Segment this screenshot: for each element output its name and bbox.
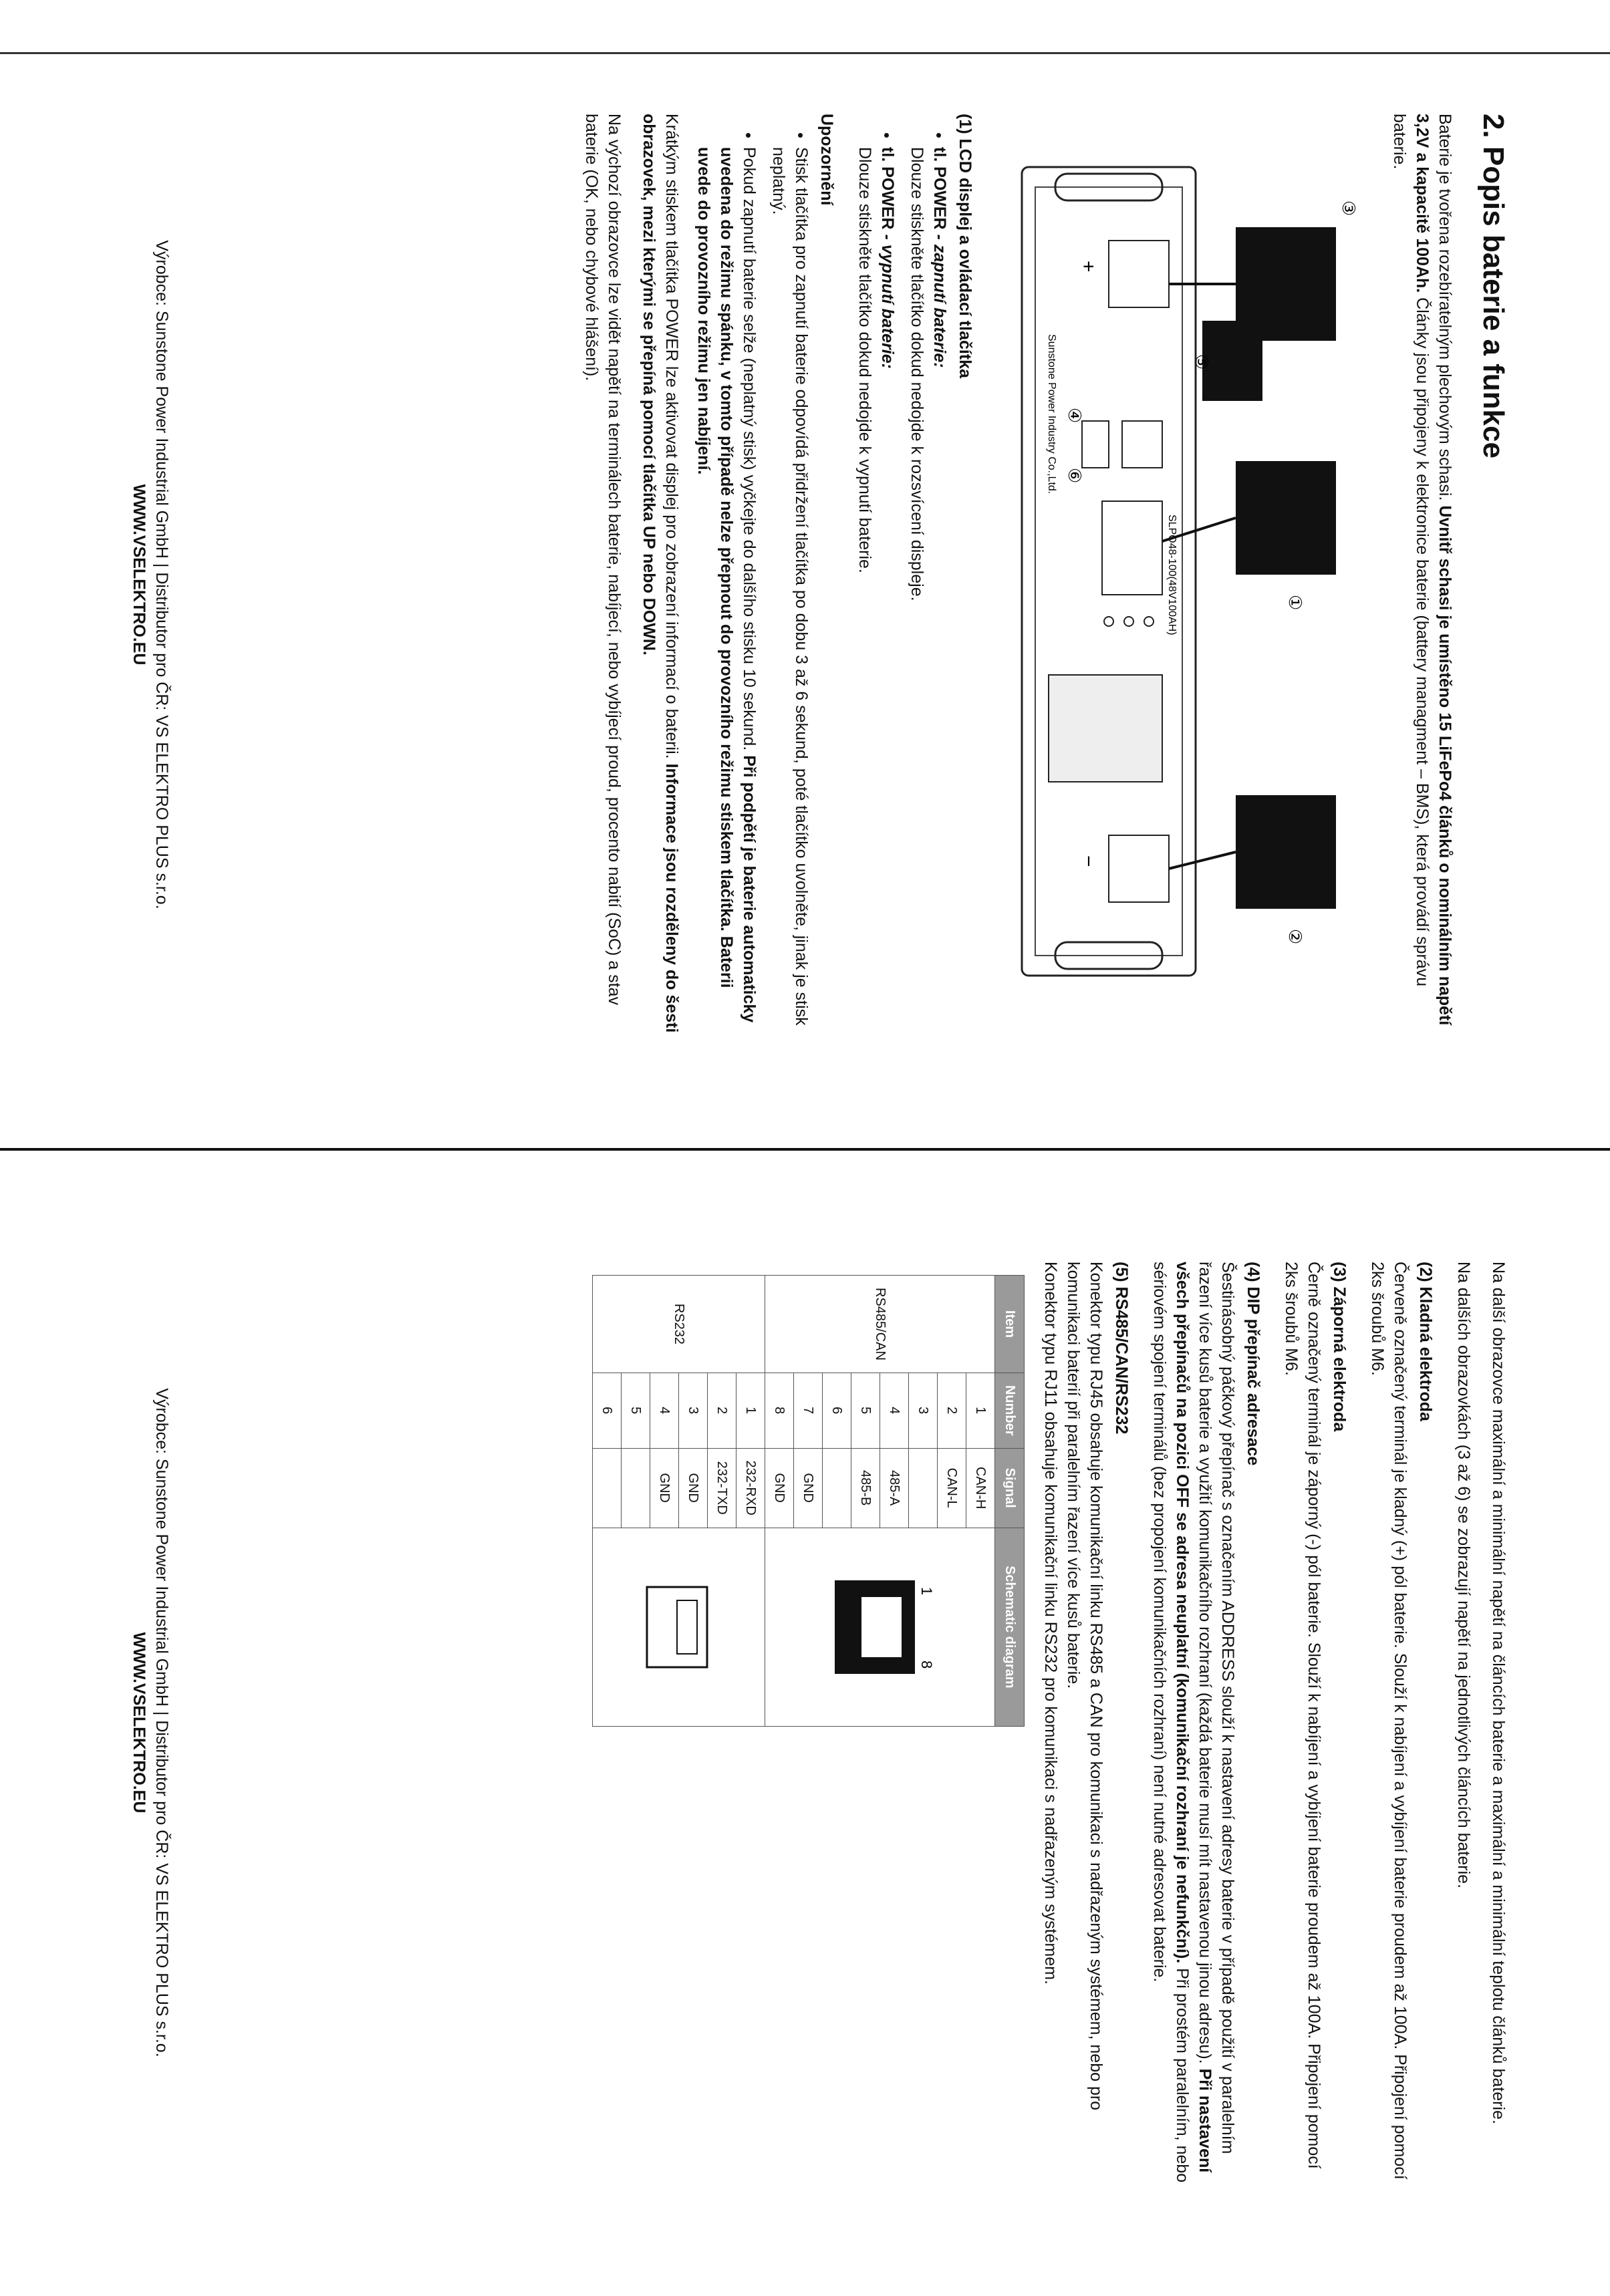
table-header: Number xyxy=(995,1373,1025,1448)
group-label: RS232 xyxy=(593,1276,765,1373)
svg-text:1: 1 xyxy=(918,1586,936,1596)
table-row: RS485/CAN 1 CAN-H 1 8 xyxy=(966,1276,995,1727)
paragraph: Na další obrazovce maximální a minimální napětí na článcích baterie a maximální a minimální teplotu článků baterie. xyxy=(1489,1262,1508,2124)
svg-text:+: + xyxy=(1077,261,1099,273)
svg-text:Sunstone Power Industry Co.,Lt: Sunstone Power Industry Co.,Ltd. xyxy=(1046,334,1057,494)
table-row: 6 xyxy=(823,1276,851,1727)
table-header: Signal xyxy=(995,1448,1025,1528)
list-item: • tl. POWER - vypnutí baterie: Dlouze stiskněte tlačítko dokud nedojde k vypnutí baterie. xyxy=(853,147,899,1036)
svg-text:①: ① xyxy=(1285,595,1305,611)
intro-paragraph: Baterie je tvořena rozebíratelným plechovým schasi. Uvnitř schasi je umístěno 15 LiFePo4 článků o nominálním napětí 3,2V a kapacitě 100Ah. Články jsou připojeny k elektronice baterie (battery managment – BMS), která provádí správu baterie. xyxy=(1390,114,1454,1026)
svg-text:8: 8 xyxy=(918,1660,936,1669)
section-lcd-title: (1) LCD displej a ovládací tlačítka xyxy=(956,114,974,378)
table-header: Schematic diagram xyxy=(995,1528,1025,1726)
group-label: RS485/CAN xyxy=(765,1276,995,1373)
power-button-list xyxy=(853,114,951,1036)
rj45-connector-icon xyxy=(822,1560,942,1694)
footer: Výrobce: Sunstone Power Industrial GmbH | Distributor pro ČR: VS ELEKTRO PLUS s.r.o. WWW.VSELEKTRO.EU xyxy=(128,1262,173,2184)
table-row: 2 232-TXD xyxy=(708,1276,736,1727)
warning-list xyxy=(692,114,813,1036)
table-row: 3 xyxy=(909,1276,938,1727)
svg-text:−: − xyxy=(1077,855,1099,867)
svg-text:⑤: ⑤ xyxy=(1192,354,1212,370)
rj11-connector-icon xyxy=(634,1560,728,1694)
section-negative-title: (3) Záporná elektroda xyxy=(1330,1262,1349,1432)
list-item: • Pokud zapnutí baterie selže (neplatný stisk) vyčkejte do dalšího stisku 10 sekund. Při podpětí je baterie automaticky uvedena do režimu spánku, v tomto případě nelze přepnout do provozního režimu stiskem tlačítka. Baterii uvede do provozního režimu jen nabíjení. xyxy=(692,147,761,1036)
table-header: Item xyxy=(995,1276,1025,1373)
display-paragraph: Krátkým stiskem tlačítka POWER lze aktivovat displej pro zobrazení informací o baterii. Informace jsou rozděleny do šesti obrazovek, mezi kterými se přepíná pomocí tlačítka UP nebo DOWN. xyxy=(640,114,681,1033)
list-item: • tl. POWER - zapnutí baterie: Dlouze stiskněte tlačítko dokud nedojde k rozsvícení displeje. xyxy=(906,147,951,1036)
footer-url: WWW.VSELEKTRO.EU xyxy=(130,484,148,666)
table-row: 4 485-A xyxy=(880,1276,909,1727)
table-row: 5 xyxy=(622,1276,650,1727)
table-row: 3 GND xyxy=(679,1276,708,1727)
rj45-diagram xyxy=(765,1528,995,1726)
footer: Výrobce: Sunstone Power Industrial GmbH | Distributor pro ČR: VS ELEKTRO PLUS s.r.o. WWW.VSELEKTRO.EU xyxy=(128,114,173,1036)
pinout-table xyxy=(592,1275,1025,1727)
svg-text:③: ③ xyxy=(1339,200,1359,217)
footer-url: WWW.VSELEKTRO.EU xyxy=(130,1632,148,1814)
page-2-rotated-content xyxy=(0,1148,1610,2296)
rj11-diagram xyxy=(593,1528,765,1726)
table-row: 7 GND xyxy=(794,1276,823,1727)
table-row: 4 GND xyxy=(650,1276,679,1727)
section-positive-text: Červeně označený terminál je kladný (+) pól baterie. Slouží k nabíjení a vybíjení baterie proudem až 100A. Připojení pomocí 2ks šroubů M6. xyxy=(1368,1262,1410,2180)
section-dip-title: (4) DIP přepínač adresace xyxy=(1244,1262,1262,1466)
table-row: 6 xyxy=(593,1276,622,1727)
warning-title: Upozornění xyxy=(817,114,836,206)
table-row: 2 CAN-L xyxy=(938,1276,966,1727)
table-row: 8 GND xyxy=(765,1276,794,1727)
page-2 xyxy=(0,1148,1610,2296)
section-dip-text: Šestinásobný páčkový přepínač s označením ADDRESS slouží k nastavení adresy baterie v případě použití v paralelním řazení více kusů baterie a využití komunikačního rozhraní (každá baterie musí mít nastavenou jinou adresu). Při nastavení všech přepínačů na pozici OFF se adresa neuplatní (komunikační rozhraní je nefunkční). Při prostém paralelním, nebo sériovém spojení terminálů (bez propojení komunikačních rozhraní) není nutné adresovat baterie. xyxy=(1150,1262,1237,2183)
default-screen-paragraph: Na výchozí obrazovce lze vidět napětí na terminálech baterie, nabíjecí, nebo vybíjecí proud, procento nabití (SoC) a stav baterie (OK, nebo chybové hlášení). xyxy=(582,114,624,1006)
battery-front-panel-figure xyxy=(1015,154,1363,989)
section-title: 2. Popis baterie a funkce xyxy=(1477,114,1510,458)
svg-text:⑥: ⑥ xyxy=(1065,468,1085,484)
svg-text:②: ② xyxy=(1285,929,1305,945)
section-negative-text: Černě označený terminál je záporný (-) pól baterie. Slouží k nabíjení a vybíjení baterie proudem až 100A. Připojení pomocí 2ks šroubů M6. xyxy=(1282,1262,1323,2169)
list-item: • Stisk tlačítka pro zapnutí baterie odpovídá přidržení tlačítka po dobu 3 až 6 sekund, poté tlačítko uvolněte, jinak je stisk neplatný. xyxy=(767,147,813,1036)
paragraph: Na dalších obrazovkách (3 až 6) se zobrazují napětí na jednotlivých článcích baterie. xyxy=(1454,1262,1473,1889)
table-row: 5 485-B xyxy=(851,1276,880,1727)
section-positive-title: (2) Kladná elektroda xyxy=(1416,1262,1435,1421)
section-comm-text: Konektor typu RJ45 obsahuje komunikační linku RS485 a CAN pro komunikaci s nadřazeným systémem, nebo pro komunikaci baterií při paralelním řazení více kusů baterie. Konektor typu RJ11 obsahuje komunikační linku RS232 pro komunikaci s nadřazeným systémem. xyxy=(1041,1262,1105,2111)
svg-text:SLPO48-100(48V100AH): SLPO48-100(48V100AH) xyxy=(1166,515,1178,635)
svg-text:④: ④ xyxy=(1065,408,1085,424)
table-row: RS232 1 232-RXD xyxy=(736,1276,765,1727)
section-comm-title: (5) RS485/CAN/RS232 xyxy=(1112,1262,1131,1435)
